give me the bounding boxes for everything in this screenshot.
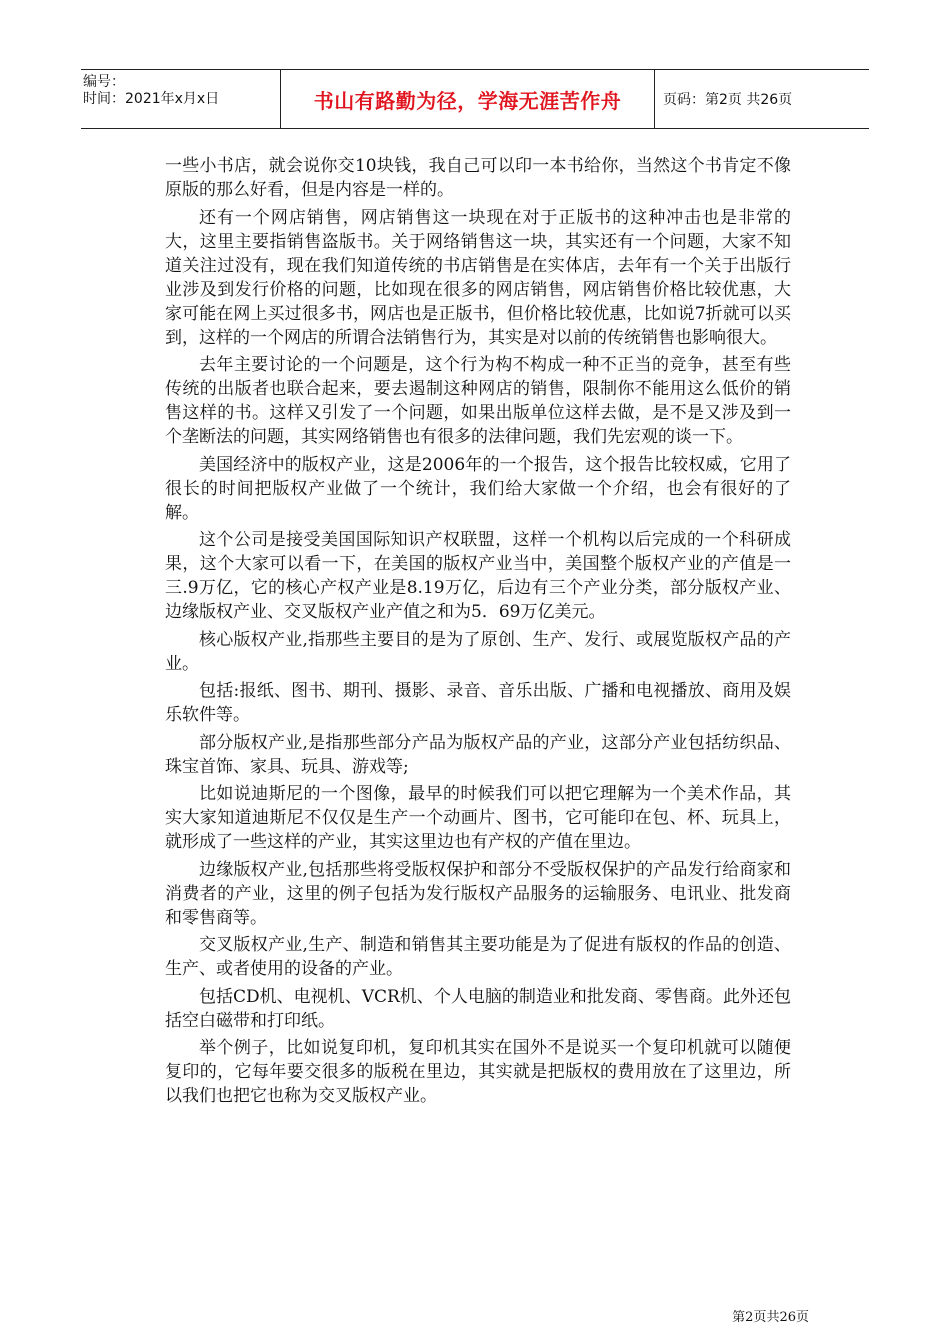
paragraph: 去年主要讨论的一个问题是，这个行为构不构成一种不正当的竞争，甚至有些传统的出版者也联合起来，要去遏制这种网店的销售，限制你不能用这么低价的销售这样的书。这样又引发了一个问题，如果出版单位这样去做，是不是又涉及到一个垄断法的问题，其实网络销售也有很多的法律问题，我们先宏观的谈一下。 <box>165 355 791 447</box>
document-number-label: 编号： <box>83 74 125 90</box>
document-date: 时间：2021年x月x日 <box>83 91 220 107</box>
paragraph: 包括CD机、电视机、VCR机、个人电脑的制造业和批发商、零售商。此外还包括空白磁带和打印纸。 <box>165 986 791 1031</box>
paragraph: 一些小书店，就会说你交10块钱，我自己可以印一本书给你，当然这个书肯定不像原版的那么好看，但是内容是一样的。 <box>165 156 791 200</box>
header-motto-cell <box>281 70 655 128</box>
paragraph: 交叉版权产业,生产、制造和销售其主要功能是为了促进有版权的作品的创造、生产、或者使用的设备的产业。 <box>165 935 791 979</box>
paragraph: 包括:报纸、图书、期刊、摄影、录音、音乐出版、广播和电视播放、商用及娱乐软件等。 <box>165 681 791 725</box>
header-meta <box>81 70 281 128</box>
paragraph: 举个例子，比如说复印机，复印机其实在国外不是说买一个复印机就可以随便复印的，它每年要交很多的版税在里边，其实就是把版权的费用放在了这里边，所以我们也把它也称为交叉版权产业。 <box>165 1038 791 1106</box>
page-footer: 第2页共26页 <box>732 1310 809 1325</box>
document-body <box>165 154 791 1112</box>
paragraph: 核心版权产业,指那些主要目的是为了原创、生产、发行、或展览版权产品的产业。 <box>165 629 791 674</box>
paragraph: 比如说迪斯尼的一个图像，最早的时候我们可以把它理解为一个美术作品，其实大家知道迪斯尼不仅仅是生产一个动画片、图书，它可能印在包、杯、玩具上，就形成了一些这样的产业，其实这里边也有产权的产值在里边。 <box>165 784 791 852</box>
paragraph: 边缘版权产业,包括那些将受版权保护和部分不受版权保护的产品发行给商家和消费者的产业，这里的例子包括为发行版权产品服务的运输服务、电讯业、批发商和零售商等。 <box>165 859 791 928</box>
header-motto: 书山有路勤为径，学海无涯苦作舟 <box>313 88 622 113</box>
paragraph: 部分版权产业,是指那些部分产品为版权产品的产业，这部分产业包括纺织品、珠宝首饰、家具、玩具、游戏等; <box>165 732 791 777</box>
page-header <box>81 69 869 129</box>
paragraph: 还有一个网店销售，网店销售这一块现在对于正版书的这种冲击也是非常的大，这里主要指销售盗版书。关于网络销售这一块，其实还有一个问题，大家不知道关注过没有，现在我们知道传统的书店销售是在实体店，去年有一个关于出版行业涉及到发行价格的问题，比如现在很多的网店销售，网店销售价格比较优惠，大家可能在网上买过很多书，网店也是正版书，但价格比较优惠，比如说7折就可以买到，这样的一个网店的所谓合法销售行为，其实是对以前的传统销售也影响很大。 <box>165 207 791 348</box>
header-page-number: 页码：第2页 共26页 <box>663 92 793 108</box>
paragraph: 这个公司是接受美国国际知识产权联盟，这样一个机构以后完成的一个科研成果，这个大家可以看一下，在美国的版权产业当中，美国整个版权产业的产值是一三.9万亿，它的核心产权产业是8.19万亿，后边有三个产业分类，部分版权产业、边缘版权产业、交叉版权产业产值之和为5．69万亿美元。 <box>165 530 791 622</box>
paragraph: 美国经济中的版权产业，这是2006年的一个报告，这个报告比较权威，它用了很长的时间把版权产业做了一个统计，我们给大家做一个介绍，也会有很好的了解。 <box>165 454 791 523</box>
